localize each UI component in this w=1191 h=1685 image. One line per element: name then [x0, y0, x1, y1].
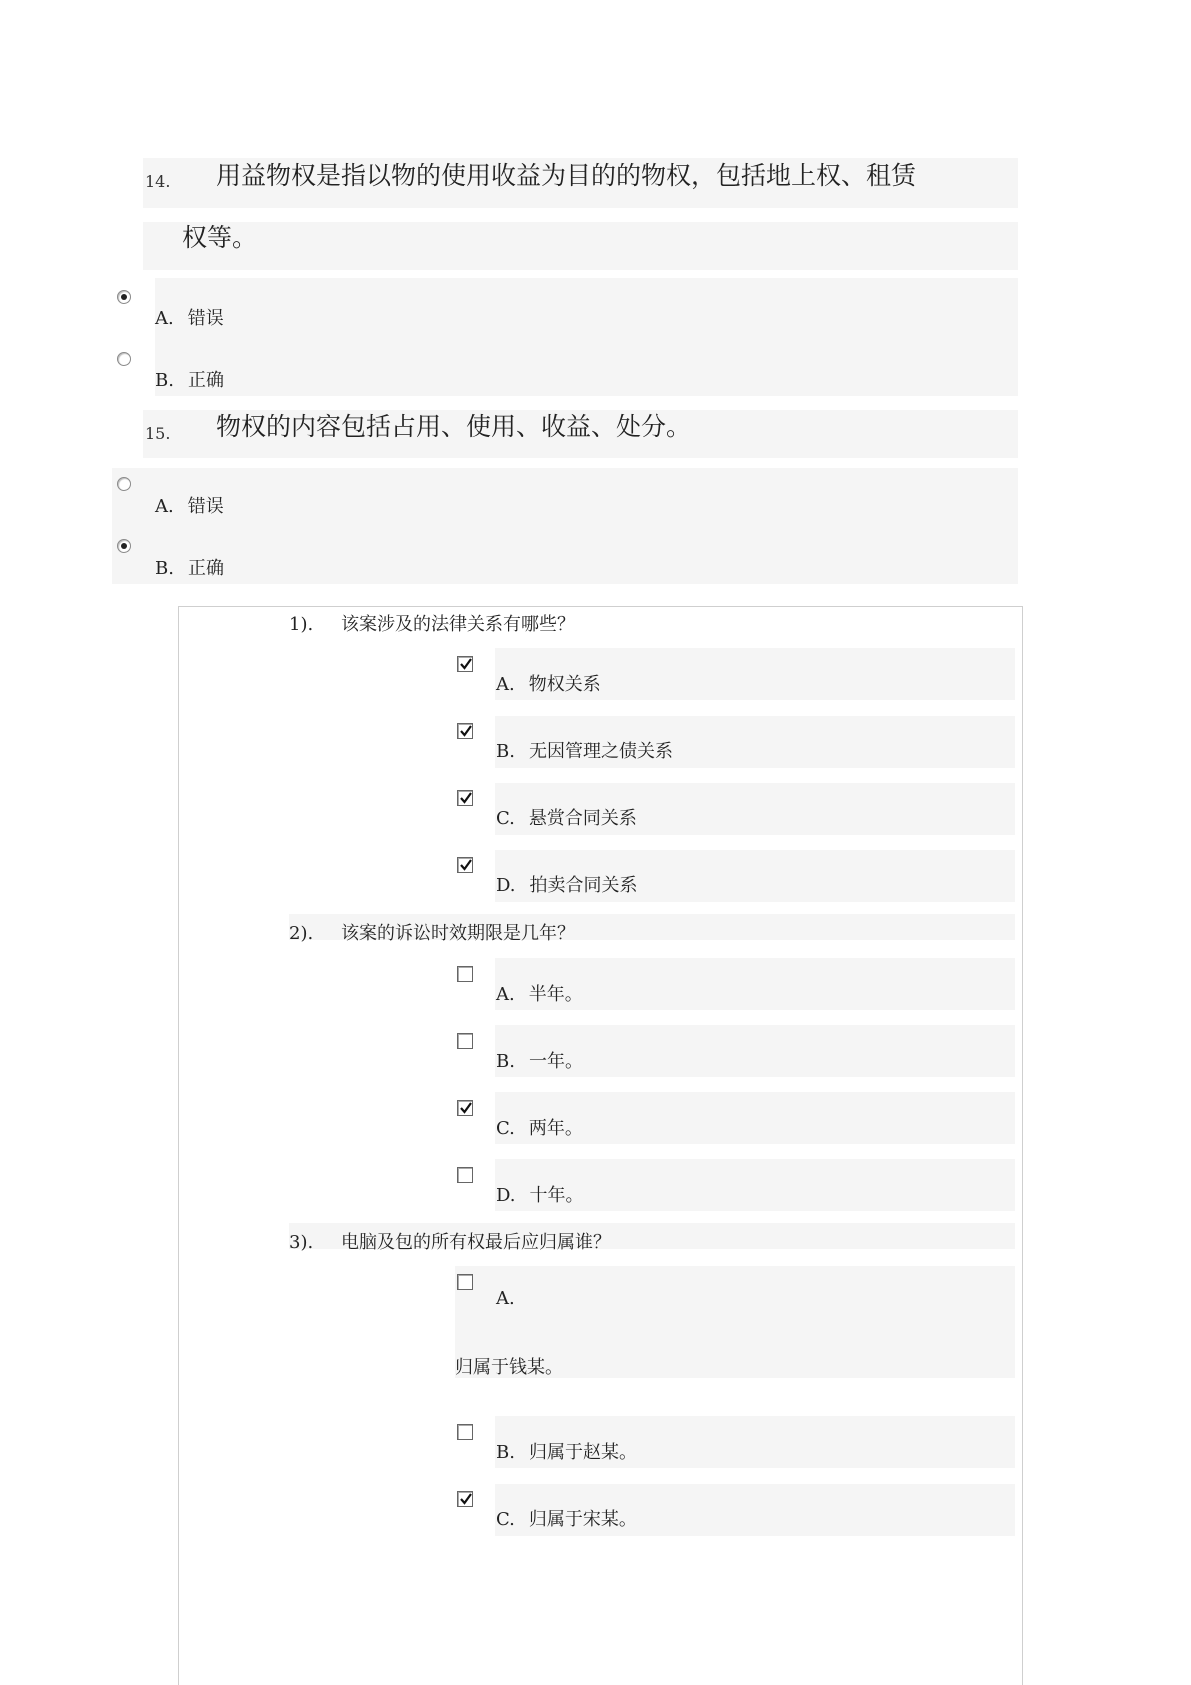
sub1-option-c-checkbox[interactable]: [457, 790, 473, 806]
q14-text-line2: 权等。: [182, 223, 258, 252]
option-label: 正确: [187, 370, 224, 391]
sub1-option-c[interactable]: [496, 804, 637, 830]
option-label: 拍卖合同关系: [529, 875, 638, 896]
sub2-option-b[interactable]: [496, 1047, 583, 1073]
option-letter: B.: [496, 1051, 515, 1072]
q15-option-a[interactable]: [155, 492, 224, 518]
option-label: 归属于赵某。: [528, 1442, 637, 1463]
sub2-option-a-checkbox[interactable]: [457, 966, 473, 982]
option-label: 悬赏合同关系: [528, 808, 637, 829]
option-label: 无因管理之债关系: [528, 741, 673, 762]
sub2-option-c-checkbox[interactable]: [457, 1100, 473, 1116]
sub2-number: 2).: [289, 923, 314, 944]
sub2-question: [289, 919, 575, 945]
q15-number: 15.: [145, 424, 171, 443]
sub1-option-d[interactable]: [496, 871, 638, 897]
check-icon: [459, 858, 473, 872]
q14-option-b[interactable]: [155, 366, 224, 392]
sub3-option-c[interactable]: [496, 1505, 637, 1531]
sub1-option-d-checkbox[interactable]: [457, 857, 473, 873]
option-letter: B.: [496, 1442, 515, 1463]
option-letter: A.: [496, 984, 515, 1005]
q15-option-b-radio[interactable]: [117, 539, 131, 553]
sub3-option-a-label[interactable]: 归属于钱某。: [455, 1357, 563, 1378]
option-letter: B.: [496, 741, 515, 762]
q14-option-a[interactable]: [155, 304, 224, 330]
option-letter: C.: [496, 1509, 515, 1530]
sub3-option-a-letter[interactable]: A.: [496, 1288, 515, 1309]
option-letter: B.: [155, 558, 174, 579]
q15-text: 物权的内容包括占用、使用、收益、处分。: [216, 412, 692, 441]
sub2-text: 该案的诉讼时效期限是几年？: [341, 923, 575, 944]
q15-options-band: [112, 468, 1018, 584]
sub2-option-b-checkbox[interactable]: [457, 1033, 473, 1049]
option-letter: A.: [155, 496, 174, 517]
sub3-option-a-checkbox[interactable]: [457, 1274, 473, 1290]
q14-option-a-radio[interactable]: [117, 290, 131, 304]
check-icon: [459, 791, 473, 805]
option-letter: C.: [496, 1118, 515, 1139]
sub2-option-d-checkbox[interactable]: [457, 1167, 473, 1183]
sub1-option-a[interactable]: [496, 670, 601, 696]
sub3-text: 电脑及包的所有权最后应归属谁？: [341, 1232, 611, 1253]
option-label: 半年。: [528, 984, 583, 1005]
option-letter: D.: [496, 1185, 516, 1206]
sub3-option-b-checkbox[interactable]: [457, 1424, 473, 1440]
q14-option-b-radio[interactable]: [117, 352, 131, 366]
sub1-question: [289, 610, 575, 636]
sub1-option-b[interactable]: [496, 737, 673, 763]
option-label: 两年。: [528, 1118, 583, 1139]
option-letter: D.: [496, 875, 516, 896]
sub3-option-c-checkbox[interactable]: [457, 1491, 473, 1507]
q15-option-b[interactable]: [155, 554, 224, 580]
sub3-option-b[interactable]: [496, 1438, 637, 1464]
option-label: 一年。: [528, 1051, 583, 1072]
sub3-question: [289, 1228, 611, 1254]
sub3-number: 3).: [289, 1232, 314, 1253]
option-label: 归属于宋某。: [528, 1509, 637, 1530]
q15-option-a-radio[interactable]: [117, 477, 131, 491]
sub2-option-d[interactable]: [496, 1181, 584, 1207]
sub1-number: 1).: [289, 614, 314, 635]
option-label: 物权关系: [528, 674, 601, 695]
sub1-option-b-checkbox[interactable]: [457, 723, 473, 739]
option-letter: A.: [155, 308, 174, 329]
q14-options-band: [155, 278, 1018, 396]
option-label: 正确: [187, 558, 224, 579]
q14-text-line1: 用益物权是指以物的使用收益为目的的物权，包括地上权、租赁: [216, 161, 917, 190]
sub1-text: 该案涉及的法律关系有哪些？: [341, 614, 575, 635]
option-letter: A.: [496, 674, 515, 695]
check-icon: [459, 657, 473, 671]
q14-band-2: [143, 222, 1018, 270]
sub1-option-a-checkbox[interactable]: [457, 656, 473, 672]
option-label: 错误: [187, 308, 224, 329]
sub2-option-a[interactable]: [496, 980, 583, 1006]
option-letter: C.: [496, 808, 515, 829]
option-letter: B.: [155, 370, 174, 391]
option-label: 错误: [187, 496, 224, 517]
check-icon: [459, 724, 473, 738]
sub2-option-c[interactable]: [496, 1114, 583, 1140]
check-icon: [459, 1101, 473, 1115]
q14-number: 14.: [145, 172, 171, 191]
check-icon: [459, 1492, 473, 1506]
option-label: 十年。: [529, 1185, 584, 1206]
